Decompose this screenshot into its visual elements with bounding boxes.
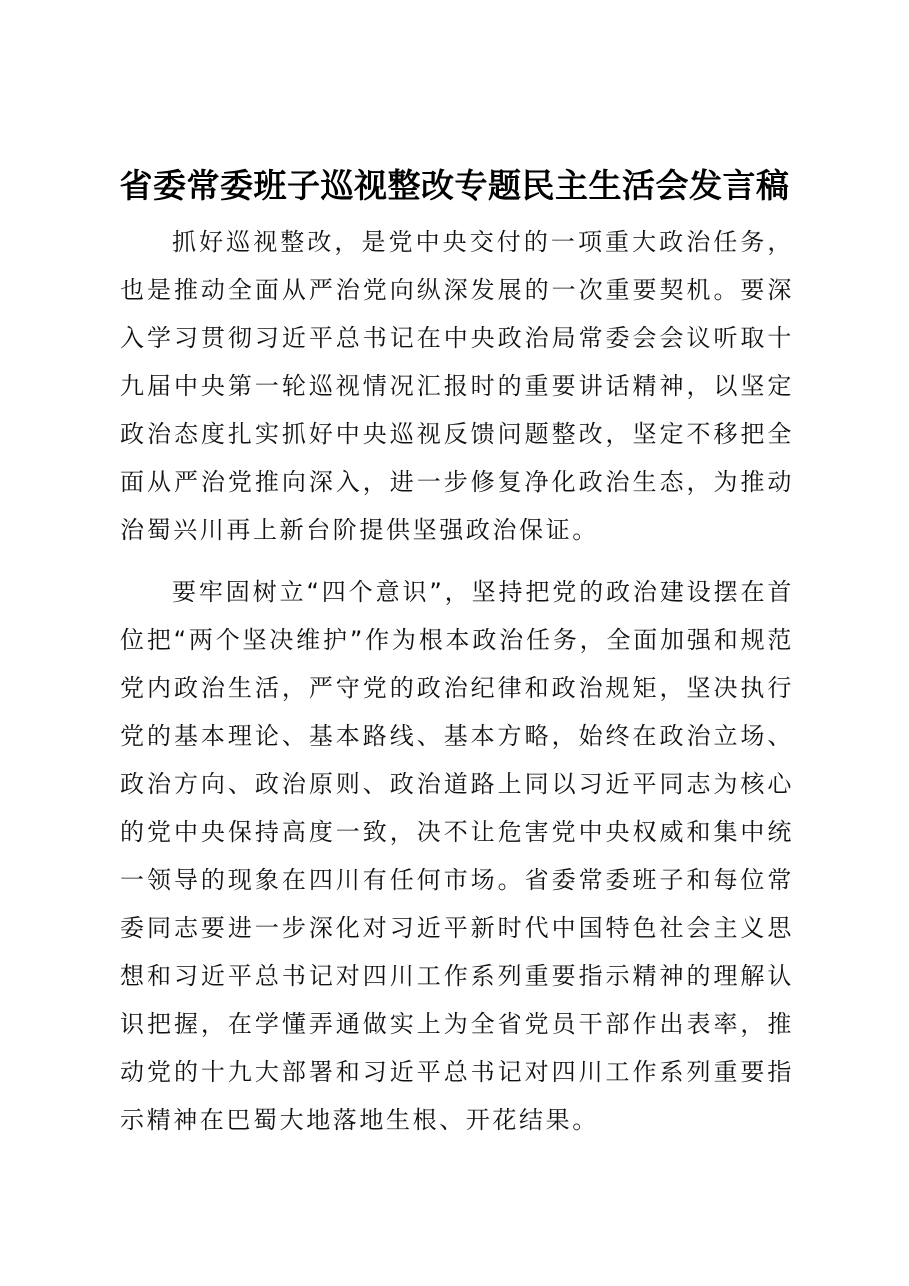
document-title: 省委常委班子巡视整改专题民主生活会发言稿 — [119, 166, 790, 205]
document-body — [120, 218, 794, 1158]
paragraph-2: 要牢固树立“四个意识”，坚持把党的政治建设摆在首位把“两个坚决维护”作为根本政治任务，全面加强和规范党内政治生活，严守党的政治纪律和政治规矩，坚决执行党的基本理论、基本路线、基本方略，始终在政治立场、政治方向、政治原则、政治道路上同以习近平同志为核心的党中央保持高度一致，决不让危害党中央权威和集中统一领导的现象在四川有任何市场。省委常委班子和每位常委同志要进一步深化对习近平新时代中国特色社会主义思想和习近平总书记对四川工作系列重要指示精神的理解认识把握，在学懂弄通做实上为全省党员干部作出表率，推动党的十九大部署和习近平总书记对四川工作系列重要指示精神在巴蜀大地落地生根、开花结果。 — [120, 578, 794, 1134]
paragraph-1: 抓好巡视整改，是党中央交付的一项重大政治任务，也是推动全面从严治党向纵深发展的一次重要契机。要深入学习贯彻习近平总书记在中央政治局常委会会议听取十九届中央第一轮巡视情况汇报时的重要讲话精神，以坚定政治态度扎实抓好中央巡视反馈问题整改，坚定不移把全面从严治党推向深入，进一步修复净化政治生态，为推动治蜀兴川再上新台阶提供坚强政治保证。 — [120, 228, 794, 544]
